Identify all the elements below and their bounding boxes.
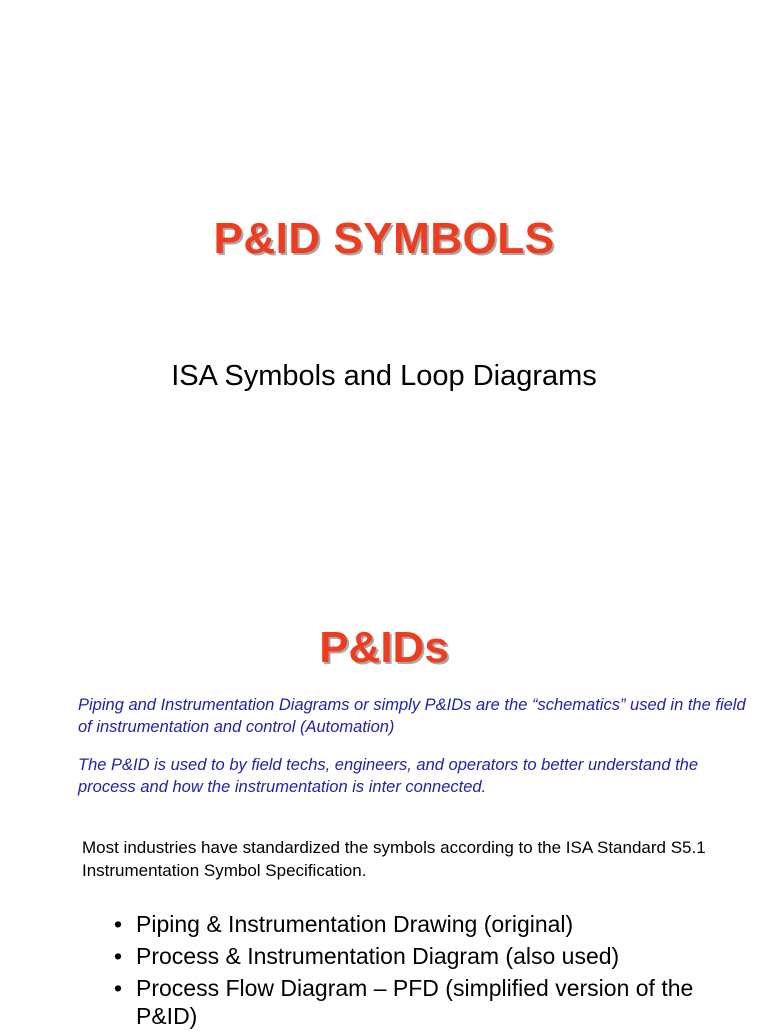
standard-paragraph: Most industries have standardized the symbols according to the ISA Standard S5.1 Instrumentation Symbol Specification. — [82, 838, 706, 880]
list-item-text: Piping & Instrumentation Drawing (original) — [136, 911, 574, 937]
page-subtitle: ISA Symbols and Loop Diagrams — [171, 360, 597, 392]
list-item-text: Process & Instrumentation Diagram (also used) — [136, 943, 620, 969]
list-item — [112, 910, 752, 938]
bullet-icon: • — [114, 975, 123, 1001]
bullet-icon: • — [114, 911, 123, 937]
list-item — [112, 974, 752, 1030]
usage-paragraph: The P&ID is used to by field techs, engineers, and operators to better understand the process and how the instrumentation is inter connected. — [78, 756, 699, 796]
bullet-list — [112, 910, 752, 1034]
definition-paragraph: Piping and Instrumentation Diagrams or simply P&IDs are the “schematics” used in the field of instrumentation and control (Automation) — [78, 696, 746, 736]
list-item — [112, 942, 752, 970]
page-title: P&ID SYMBOLS — [213, 214, 555, 263]
list-item-text: Process Flow Diagram – PFD (simplified version of the P&ID) — [136, 975, 694, 1029]
bullet-icon: • — [114, 943, 123, 969]
section-title: P&IDs — [319, 623, 449, 672]
